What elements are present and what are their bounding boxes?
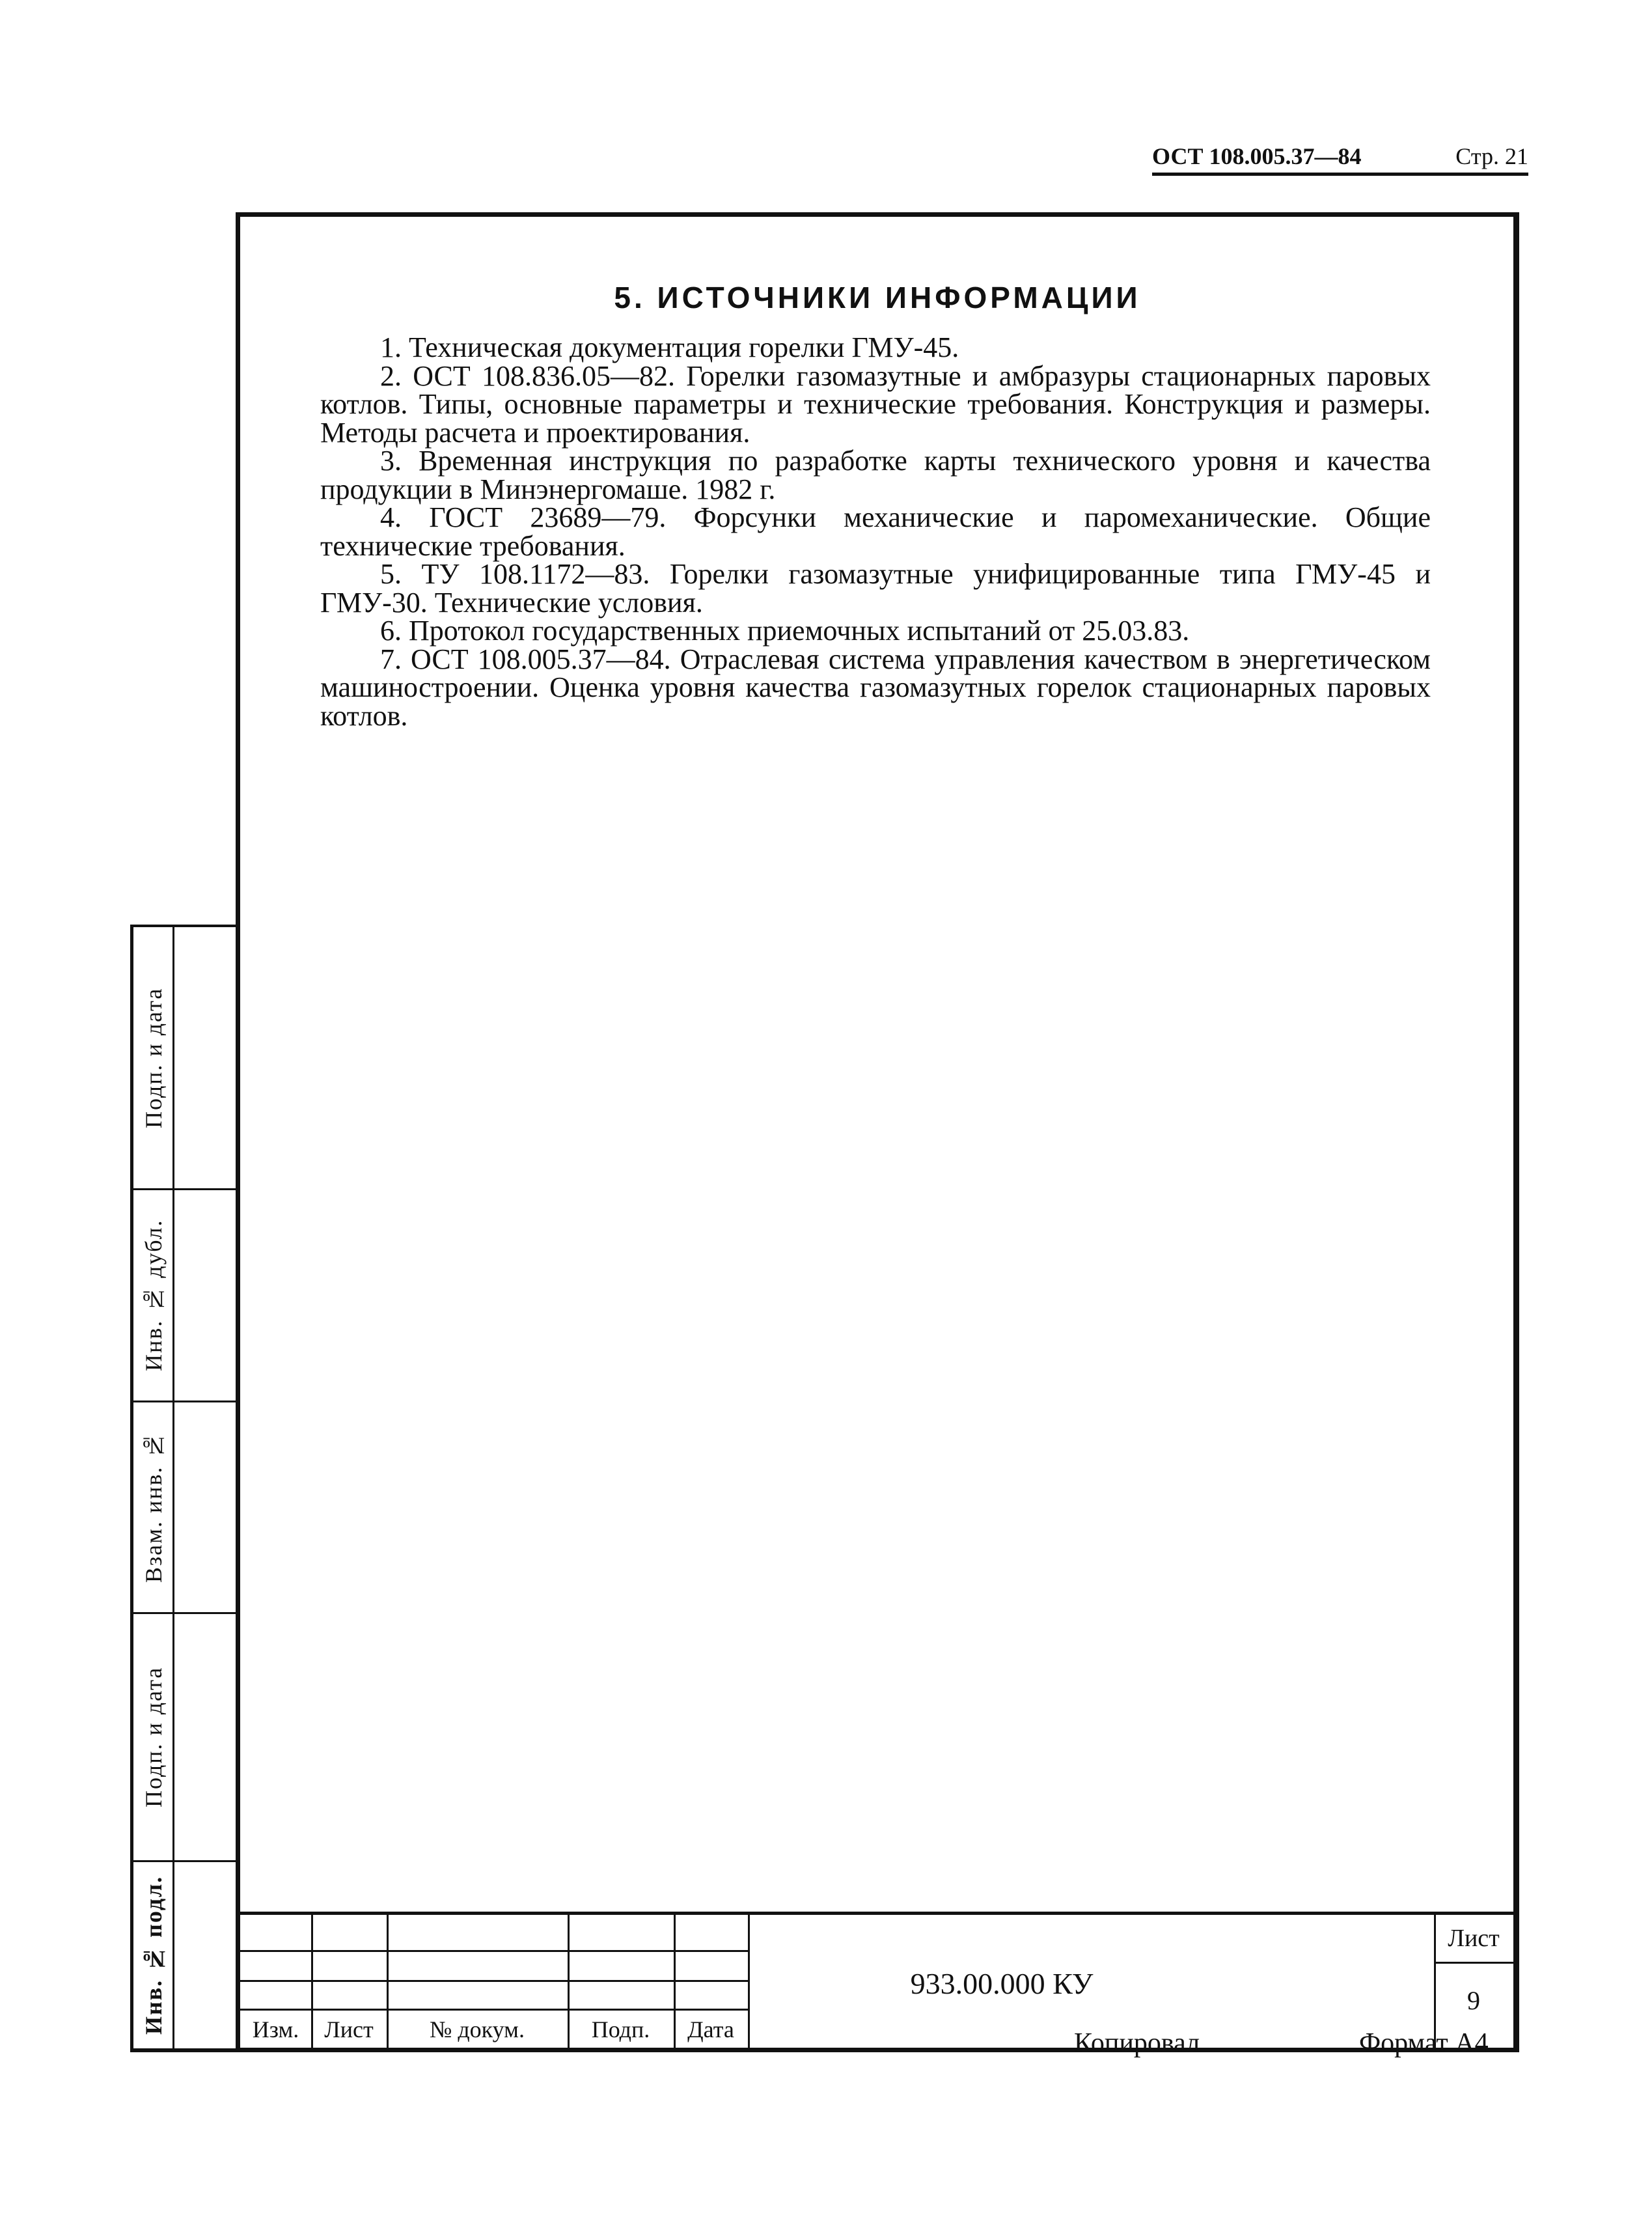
stamp-col-doc-number: № докум. (430, 2016, 525, 2042)
side-cell (133, 927, 239, 1190)
stamp-sheet-number: 9 (1467, 1986, 1480, 2015)
side-cell-label: Взам. инв. № (141, 1431, 167, 1583)
stamp-col-date: Дата (687, 2016, 734, 2042)
reference-item: 6. Протокол государственных приемочных испытаний от 25.03.83. (380, 615, 1190, 647)
footer-format: Формат А4 (1359, 2028, 1489, 2058)
stamp-col-sheet: Лист (324, 2016, 374, 2042)
footer-copied: Копировал (1074, 2028, 1200, 2058)
reference-item: 5. ТУ 108.1172—83. Горелки газомазутные унифицированные типа ГМУ-45 и ГМУ-30. Технические условия. (320, 558, 1431, 619)
side-cell (133, 1402, 239, 1614)
side-cell (133, 1190, 239, 1402)
section-title: 5. ИСТОЧНИКИ ИНФОРМАЦИИ (614, 281, 1141, 314)
reference-list (320, 333, 1431, 730)
side-cell-label: Инв. № подл. (141, 1875, 167, 2035)
side-cell (133, 1862, 239, 2048)
reference-item: 4. ГОСТ 23689—79. Форсунки механические и паромеханические. Общие технические требования. (320, 501, 1431, 562)
side-margin-block (130, 925, 236, 2052)
reference-item: 7. ОСТ 108.005.37—84. Отраслевая система управления качеством в энергетическом машиностроении. Оценка уровня качества газомазутных горелок стационарных паровых котлов. (320, 643, 1431, 732)
stamp-document-code: 933.00.000 КУ (910, 1967, 1094, 2000)
running-header (1152, 137, 1528, 176)
stamp-sheet-label: Лист (1448, 1925, 1500, 1952)
stamp-col-change: Изм. (252, 2016, 299, 2042)
reference-item: 1. Техническая документация горелки ГМУ-45. (380, 331, 959, 363)
side-cell-label: Подп. и дата (141, 987, 167, 1128)
reference-item: 3. Временная инструкция по разработке карты технического уровня и качества продукции в Минэнергомаше. 1982 г. (320, 445, 1431, 505)
header-doc-ref: ОСТ 108.005.37—84 (1152, 143, 1362, 169)
side-cell-label: Инв. № дубл. (141, 1219, 167, 1372)
title-block-stamp (240, 1912, 1513, 2050)
stamp-col-signature: Подп. (591, 2016, 650, 2042)
reference-item: 2. ОСТ 108.836.05—82. Горелки газомазутные и амбразуры стационарных паровых котлов. Типы, основные параметры и технические требования. Конструкция и размеры. Методы расчета и проектирования. (320, 359, 1431, 449)
side-cell (133, 1614, 239, 1862)
header-page-number: Стр. 21 (1455, 143, 1528, 169)
side-cell-label: Подп. и дата (141, 1666, 167, 1808)
